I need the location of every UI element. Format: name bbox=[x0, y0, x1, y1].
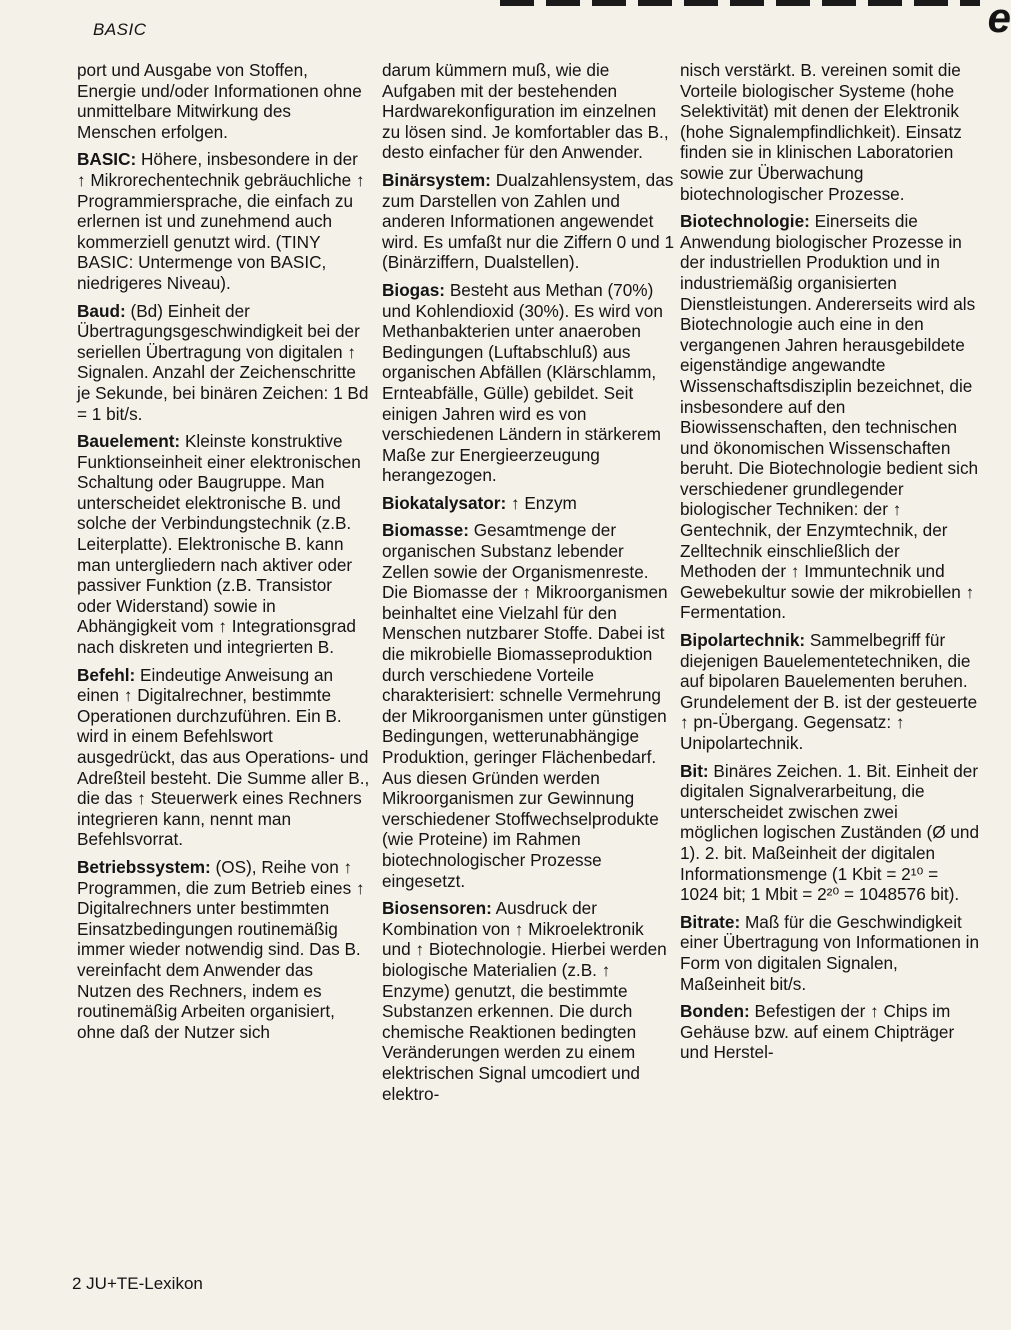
entry-term: Bauelement: bbox=[77, 431, 181, 452]
entry-term: Biosensoren: bbox=[382, 898, 492, 919]
entry-term: BASIC: bbox=[77, 149, 137, 170]
page-footer: 2 JU+TE-Lexikon bbox=[72, 1274, 203, 1293]
column-2 bbox=[382, 60, 674, 1111]
running-header: BASIC bbox=[93, 20, 147, 39]
entry bbox=[680, 211, 980, 623]
entry-term: Baud: bbox=[77, 300, 126, 321]
entry bbox=[77, 665, 371, 850]
entry-text: Eindeutige Anweisung an einen ↑ Digitalrechner, bestimmte Operationen durchzuführen. Ein B. wird in einem Befehlswort ausgedrückt, das aus Operations- und Adreßteil besteht. Die Summe aller B., die das ↑ Steuerwerk eines Rechners integrieren kann, nennt man Befehlsvorrat. bbox=[77, 664, 370, 850]
entry bbox=[680, 1001, 980, 1063]
entry bbox=[382, 60, 674, 163]
entry-term: Bit: bbox=[680, 760, 709, 781]
entry-term: Biokatalysator: bbox=[382, 492, 507, 513]
entry-text: Gesamtmenge der organischen Substanz lebender Zellen sowie der Organismenreste. Die Biomasse der ↑ Mikroorganismen beinhaltet eine Vielzahl für den Menschen nutzbarer Stoffe. Dabei ist die mikrobielle Biomasseproduktion durch verschiedene Vorteile charakterisiert: schnelle Vermehrung der Mikroorganismen unter günstigen Bedingungen, wetterunabhängige Produktion, geringer Flächenbedarf. Aus diesen Gründen werden Mikroorganismen zur Gewinnung verschiedener Stoffwechselprodukte (wie Proteine) im Rahmen biotechnologischer Prozesse eingesetzt. bbox=[382, 520, 668, 891]
entry bbox=[382, 280, 674, 486]
entry-text: darum kümmern muß, wie die Aufgaben mit der bestehenden Hardwarekonfiguration im einzelnen zu lösen sind. Je komfortabler das B., desto einfacher für den Anwender. bbox=[382, 60, 669, 163]
entry-term: Bonden: bbox=[680, 1001, 750, 1022]
entry bbox=[382, 520, 674, 891]
entry-text: (OS), Reihe von ↑ Programmen, die zum Betrieb eines ↑ Digitalrechners unter bestimmten Einsatzbedingungen routinemäßig immer wieder notwendig sind. Das B. vereinfacht dem Anwender das Nutzen des Rechners, indem es routinemäßig Arbeiten organisiert, ohne daß der Nutzer sich bbox=[77, 856, 365, 1042]
top-dash-border bbox=[500, 0, 980, 6]
entry-text: ↑ Enzym bbox=[510, 492, 577, 513]
entry-text: Einerseits die Anwendung biologischer Prozesse in der industriellen Produktion und in industriemäßig organisierten Dienstleistungen. Andererseits wird als Biotechnologie auch eine in den vergangenen Jahren herausgebildete eigenständige angewandte Wissenschaftsdisziplin bezeichnet, die insbesondere auf den Biowissenschaften, den technischen und ökonomischen Wissenschaften beruht. Die Biotechnologie bedient sich verschiedener grundlegender biologischer Techniken: der ↑ Gentechnik, der Enzymtechnik, der Zelltechnik einschließlich der Methoden der ↑ Immuntechnik und Gewebekultur sowie der mikrobiellen ↑ Fermentation. bbox=[680, 211, 979, 623]
entry-text: Befestigen der ↑ Chips im Gehäuse bzw. auf einem Chipträger und Herstel- bbox=[680, 1001, 955, 1063]
entry-term: Befehl: bbox=[77, 664, 136, 685]
entry-text: Dualzahlensystem, das zum Darstellen von Zahlen und anderen Informationen angewendet wird. Es umfaßt nur die Ziffern 0 und 1 (Binärziffern, Dualstellen). bbox=[382, 169, 675, 273]
column-1 bbox=[77, 60, 371, 1049]
entry-text: (Bd) Einheit der Übertragungsgeschwindigkeit bei der seriellen Übertragung von digitalen ↑ Signalen. Anzahl der Zeichenschritte je Sekunde, bei binären Zeichen: 1 Bd = 1 bit/s. bbox=[77, 300, 369, 424]
entry-text: Ausdruck der Kombination von ↑ Mikroelektronik und ↑ Biotechnologie. Hierbei werden biologische Materialien (z.B. ↑ Enzyme) genutzt, die bestimmte Substanzen erkennen. Die durch chemische Reaktionen bedingten Veränderungen werden zu einem elektrischen Signal umcodiert und elektro- bbox=[382, 898, 667, 1104]
entry bbox=[77, 149, 371, 293]
entry-term: Bitrate: bbox=[680, 911, 741, 932]
entry bbox=[382, 493, 674, 514]
entry bbox=[680, 912, 980, 994]
entry bbox=[77, 301, 371, 425]
entry-term: Binärsystem: bbox=[382, 169, 491, 190]
entry-text: Maß für die Geschwindigkeit einer Übertragung von Informationen in Form von digitalen Signalen, Maßeinheit bit/s. bbox=[680, 911, 980, 994]
entry-text: Sammelbegriff für diejenigen Bauelementetechniken, die auf bipolaren Bauelementen beruhen. Grundelement der B. ist der gesteuerte ↑ pn-Übergang. Gegensatz: ↑ Unipolartechnik. bbox=[680, 630, 978, 753]
entry-term: Biotechnologie: bbox=[680, 211, 810, 232]
entry bbox=[77, 60, 371, 142]
entry-term: Biomasse: bbox=[382, 520, 469, 541]
entry-text: Höhere, insbesondere in der ↑ Mikrorechentechnik gebräuchliche ↑ Programmiersprache, die einfach zu erlernen ist und zunehmend auch kommerziell genutzt wird. (TINY BASIC: Untermenge von BASIC, niedrigeres Niveau). bbox=[77, 149, 365, 293]
entry-text: Kleinste konstruktive Funktionseinheit einer elektronischen Schaltung oder Baugruppe. Man unterscheidet elektronische B. und solche der Verbindungstechnik (z.B. Leiterplatte). Elektronische B. kann man untergliedern nach aktiver oder passiver Funktion (z.B. Transistor oder Widerstand) sowie in Abhängigkeit vom ↑ Integrationsgrad nach diskreten und integrierten B. bbox=[77, 431, 361, 658]
entry bbox=[382, 898, 674, 1104]
entry bbox=[382, 170, 674, 273]
entry bbox=[680, 60, 980, 204]
entry bbox=[77, 431, 371, 658]
entry bbox=[680, 630, 980, 754]
entry bbox=[680, 761, 980, 905]
entry-text: nisch verstärkt. B. vereinen somit die Vorteile biologischer Systeme (hohe Selektivität) mit denen der Elektronik (hohe Signalempfindlichkeit). Einsatz finden sie in klinischen Laboratorien sowie zur Überwachung biotechnologischer Prozesse. bbox=[680, 60, 962, 204]
entry-text: port und Ausgabe von Stoffen, Energie und/oder Informationen ohne unmittelbare Mitwirkung des Menschen erfolgen. bbox=[77, 60, 362, 142]
corner-letter: e bbox=[987, 0, 1011, 41]
entry-text: Binäres Zeichen. 1. Bit. Einheit der digitalen Signalverarbeitung, die unterscheidet zwischen zwei möglichen logischen Zuständen (Ø und 1). 2. bit. Maßeinheit der digitalen Informationsmenge (1 Kbit = 2¹⁰ = 1024 bit; 1 Mbit = 2²⁰ = 1048576 bit). bbox=[680, 760, 980, 905]
entry-term: Biogas: bbox=[382, 279, 446, 300]
column-3 bbox=[680, 60, 980, 1070]
entry bbox=[77, 857, 371, 1042]
entry-term: Bipolartechnik: bbox=[680, 630, 806, 651]
entry-text: Besteht aus Methan (70%) und Kohlendioxid (30%). Es wird von Methanbakterien unter anaeroben Bedingungen (Luftabschluß) aus organischen Abfällen (Klärschlamm, Ernteabfälle, Gülle) gebildet. Seit einigen Jahren wird es von verschiedenen Ländern in stärkerem Maße zur Energieerzeugung herangezogen. bbox=[382, 279, 663, 486]
entry-term: Betriebssystem: bbox=[77, 856, 211, 877]
